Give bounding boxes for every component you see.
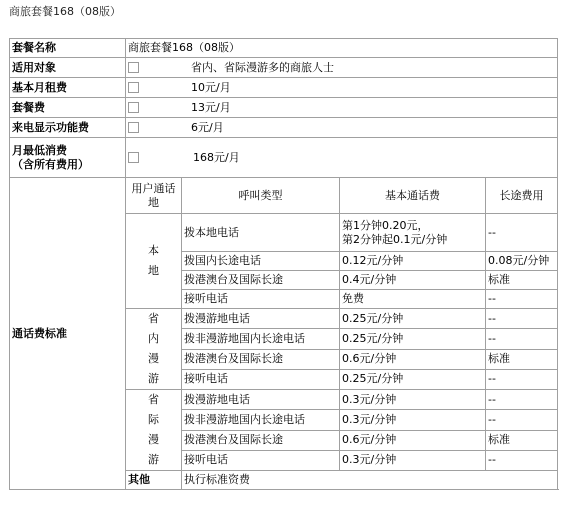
basic-fee-line1: 第1分钟0.20元， (342, 218, 429, 232)
ld-fee-cell: 标准 (486, 271, 558, 290)
ld-fee-cell: 标准 (486, 349, 558, 369)
target-value: 省内、省际漫游多的商旅人士 (191, 60, 334, 74)
ld-fee-cell: -- (486, 290, 558, 309)
area-province-roaming: 省内漫游 (148, 312, 159, 385)
call-type-cell: 拨港澳台及国际长途 (182, 271, 340, 290)
call-type-cell: 接听电话 (182, 290, 340, 309)
row-target (10, 58, 558, 78)
row-min-spend (10, 138, 558, 178)
area-interprovince-roaming: 省际漫游 (148, 393, 159, 466)
row-package-fee (10, 98, 558, 118)
basic-fee-cell: 0.25元/分钟 (340, 329, 486, 349)
area-local: 本地 (148, 244, 159, 277)
basic-fee-cell: 免费 (340, 290, 486, 309)
ld-fee-cell: -- (486, 410, 558, 430)
call-type-cell: 拨港澳台及国际长途 (182, 349, 340, 369)
basic-fee-cell: 0.4元/分钟 (340, 271, 486, 290)
page-title: 商旅套餐168（08版） (9, 5, 121, 18)
checkbox-icon (128, 102, 139, 113)
ld-fee-cell: -- (486, 369, 558, 389)
header-basic-fee: 基本通话费 (340, 178, 486, 214)
checkbox-icon (128, 122, 139, 133)
min-spend-value: 168元/月 (193, 150, 240, 164)
rates-label: 通话费标准 (10, 178, 126, 490)
rates-header-row (10, 178, 558, 214)
target-label: 适用对象 (10, 58, 126, 78)
rent-label: 基本月租费 (10, 78, 126, 98)
min-spend-note: （含所有费用） (12, 157, 89, 171)
ld-fee-cell: -- (486, 309, 558, 329)
header-call-type: 呼叫类型 (182, 178, 340, 214)
ld-fee-cell: -- (486, 450, 558, 470)
call-type-cell: 拨非漫游地国内长途电话 (182, 329, 340, 349)
plan-name-label: 套餐名称 (10, 39, 126, 58)
basic-fee-cell: 0.12元/分钟 (340, 252, 486, 271)
ld-fee-cell: -- (486, 329, 558, 349)
call-type-cell: 拨国内长途电话 (182, 252, 340, 271)
ld-fee-cell: -- (486, 390, 558, 410)
plan-table (9, 38, 558, 490)
ld-fee-cell: 标准 (486, 430, 558, 450)
ld-fee-cell: -- (486, 214, 558, 252)
call-type-cell: 拨港澳台及国际长途 (182, 430, 340, 450)
other-value: 执行标准资费 (182, 471, 558, 490)
basic-fee-cell: 0.6元/分钟 (340, 349, 486, 369)
checkbox-icon (128, 82, 139, 93)
call-type-cell: 拨漫游地电话 (182, 390, 340, 410)
plan-name-value: 商旅套餐168（08版） (126, 39, 558, 58)
package-fee-value: 13元/月 (191, 100, 231, 114)
call-type-cell: 接听电话 (182, 369, 340, 389)
package-fee-label: 套餐费 (10, 98, 126, 118)
min-spend-label: 月最低消费 (12, 143, 67, 157)
ld-fee-cell: 0.08元/分钟 (486, 252, 558, 271)
basic-fee-cell: 0.25元/分钟 (340, 309, 486, 329)
checkbox-icon (128, 62, 139, 73)
caller-id-value: 6元/月 (191, 120, 224, 134)
call-type-cell: 拨本地电话 (182, 214, 340, 252)
call-type-cell: 接听电话 (182, 450, 340, 470)
caller-id-label: 来电显示功能费 (10, 118, 126, 138)
row-plan-name (10, 39, 558, 58)
basic-fee-cell: 0.25元/分钟 (340, 369, 486, 389)
basic-fee-cell: 0.6元/分钟 (340, 430, 486, 450)
basic-fee-cell: 0.3元/分钟 (340, 390, 486, 410)
rent-value: 10元/月 (191, 80, 231, 94)
basic-fee-line2: 第2分钟起0.1元/分钟 (342, 232, 448, 246)
row-caller-id (10, 118, 558, 138)
header-area-line2: 地 (148, 195, 159, 209)
header-area: 用户通话 (131, 181, 176, 195)
other-label: 其他 (126, 471, 182, 490)
basic-fee-cell: 0.3元/分钟 (340, 450, 486, 470)
header-ld-fee: 长途费用 (486, 178, 558, 214)
basic-fee-cell: 0.3元/分钟 (340, 410, 486, 430)
call-type-cell: 拨非漫游地国内长途电话 (182, 410, 340, 430)
checkbox-icon (128, 152, 139, 163)
call-type-cell: 拨漫游地电话 (182, 309, 340, 329)
row-rent (10, 78, 558, 98)
